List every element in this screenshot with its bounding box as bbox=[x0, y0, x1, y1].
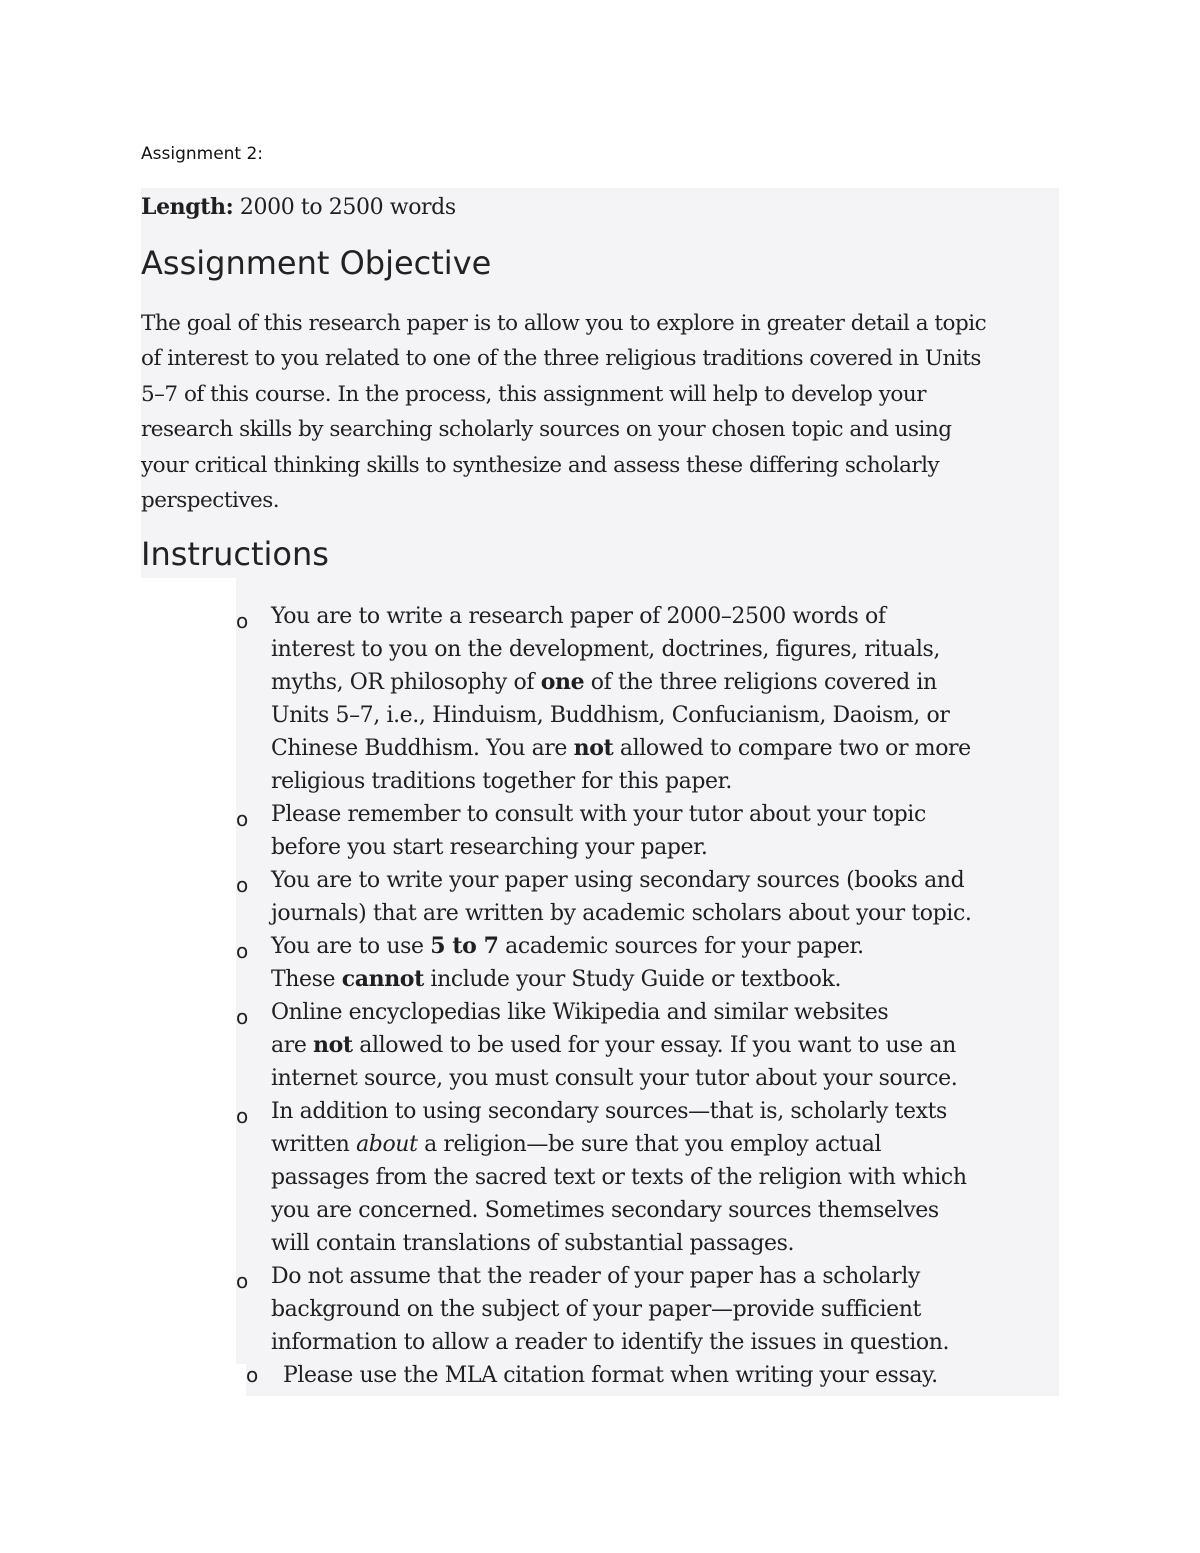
list-item-text bbox=[271, 1095, 971, 1260]
list-item bbox=[236, 930, 971, 996]
list-item-line: These cannot include your Study Guide or textbook. bbox=[271, 966, 842, 992]
list-item-line: Units 5–7, i.e., Hinduism, Buddhism, Confucianism, Daoism, or bbox=[271, 703, 950, 728]
list-item-text bbox=[271, 864, 971, 930]
bullet-icon: o bbox=[236, 1005, 248, 1029]
list-item-line: religious traditions together for this paper. bbox=[271, 769, 732, 794]
list-item-line: are not allowed to be used for your essay. If you want to use an bbox=[271, 1032, 956, 1058]
bullet-icon: o bbox=[246, 1363, 258, 1387]
list-item-line: Online encyclopedias like Wikipedia and similar websites bbox=[271, 1000, 889, 1025]
bullet-icon: o bbox=[236, 609, 248, 633]
list-item-line: In addition to using secondary sources—that is, scholarly texts bbox=[271, 1099, 947, 1124]
list-item bbox=[236, 1260, 971, 1359]
list-item-line: You are to write your paper using secondary sources (books and bbox=[271, 868, 965, 893]
length-value: 2000 to 2500 words bbox=[233, 195, 456, 220]
list-item-line: interest to you on the development, doctrines, figures, rituals, bbox=[271, 637, 941, 662]
list-item bbox=[236, 798, 971, 864]
list-item bbox=[236, 864, 971, 930]
list-item-text bbox=[271, 996, 971, 1095]
length-label: Length: bbox=[141, 194, 234, 220]
list-item-text: Please use the MLA citation format when writing your essay. bbox=[283, 1363, 938, 1388]
list-item-line: will contain translations of substantial passages. bbox=[271, 1231, 795, 1256]
bullet-icon: o bbox=[236, 1269, 248, 1293]
paragraph-line: your critical thinking skills to synthesize and assess these differing scholarly bbox=[141, 452, 940, 478]
paragraph-line: perspectives. bbox=[141, 488, 280, 514]
list-item-line: internet source, you must consult your tutor about your source. bbox=[271, 1066, 958, 1091]
list-item-line: Please remember to consult with your tutor about your topic bbox=[271, 802, 926, 827]
list-item bbox=[246, 1363, 938, 1388]
list-item bbox=[236, 1095, 971, 1260]
bullet-icon: o bbox=[236, 1104, 248, 1128]
list-item-line: journals) that are written by academic scholars about your topic. bbox=[271, 901, 972, 926]
objective-paragraph bbox=[141, 306, 986, 518]
list-item-line: information to allow a reader to identify the issues in question. bbox=[271, 1330, 950, 1355]
objective-heading: Assignment Objective bbox=[141, 244, 492, 282]
list-item-line: Chinese Buddhism. You are not allowed to compare two or more bbox=[271, 735, 971, 761]
list-item-line: background on the subject of your paper—provide sufficient bbox=[271, 1297, 922, 1322]
list-item-text bbox=[271, 798, 971, 864]
list-item-line: written about a religion—be sure that you employ actual bbox=[271, 1132, 882, 1157]
list-item-line: myths, OR philosophy of one of the three religions covered in bbox=[271, 669, 937, 695]
list-item-text bbox=[271, 930, 971, 996]
instructions-heading: Instructions bbox=[141, 535, 329, 573]
list-item-line: Do not assume that the reader of your paper has a scholarly bbox=[271, 1264, 920, 1289]
length-line bbox=[141, 194, 456, 220]
paragraph-line: research skills by searching scholarly sources on your chosen topic and using bbox=[141, 417, 952, 443]
list-item bbox=[236, 996, 971, 1095]
instructions-list bbox=[236, 600, 971, 1359]
list-item-line: You are to use 5 to 7 academic sources for your paper. bbox=[271, 933, 864, 959]
paragraph-line: of interest to you related to one of the three religious traditions covered in Units bbox=[141, 346, 981, 372]
list-item-line: passages from the sacred text or texts of the religion with which bbox=[271, 1165, 967, 1190]
paragraph-line: 5–7 of this course. In the process, this assignment will help to develop your bbox=[141, 381, 926, 407]
bullet-icon: o bbox=[236, 807, 248, 831]
page-label: Assignment 2: bbox=[141, 144, 264, 164]
list-item-line: You are to write a research paper of 2000–2500 words of bbox=[271, 604, 886, 629]
list-item-line: you are concerned. Sometimes secondary sources themselves bbox=[271, 1198, 939, 1223]
list-item-text bbox=[271, 1260, 971, 1359]
list-item bbox=[236, 600, 971, 798]
list-item-text bbox=[271, 600, 971, 798]
list-item-line: before you start researching your paper. bbox=[271, 835, 708, 860]
bullet-icon: o bbox=[236, 939, 248, 963]
paragraph-line: The goal of this research paper is to allow you to explore in greater detail a topic bbox=[141, 311, 987, 336]
bullet-icon: o bbox=[236, 873, 248, 897]
